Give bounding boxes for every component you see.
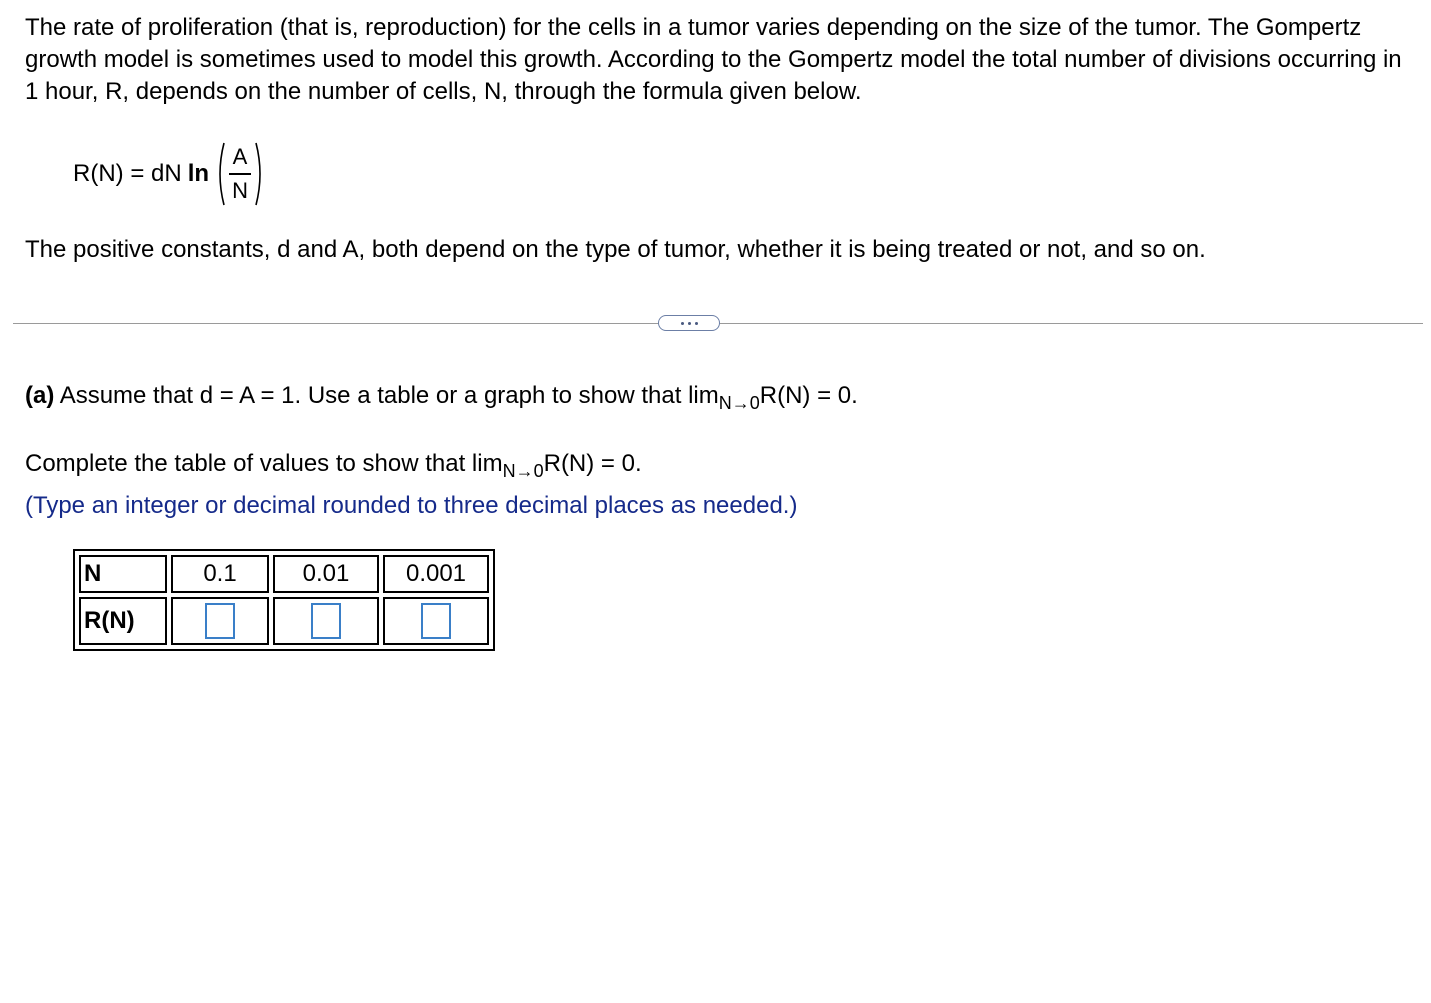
- answer-cell: [171, 597, 269, 645]
- formula-lhs: R(N) = dN: [73, 160, 182, 187]
- formula-fraction: [225, 144, 255, 204]
- row-header-n: N: [79, 555, 167, 593]
- answer-cell: [273, 597, 379, 645]
- part-a-question: [25, 380, 858, 413]
- part-a-text: Assume that d = A = 1. Use a table or a graph to show that lim: [59, 382, 719, 409]
- table-instruction: [25, 448, 642, 481]
- table-row: [79, 597, 489, 645]
- right-paren: [255, 141, 265, 207]
- fraction-bar: [229, 173, 251, 175]
- left-paren: [215, 141, 225, 207]
- fraction-denominator: N: [232, 177, 248, 203]
- rounding-hint: (Type an integer or decimal rounded to three decimal places as needed.): [25, 492, 798, 519]
- table-row: [79, 555, 489, 593]
- expand-more-button[interactable]: [658, 315, 720, 331]
- formula-fraction-group: [215, 141, 265, 207]
- n-value-cell: 0.001: [383, 555, 489, 593]
- answer-cell: [383, 597, 489, 645]
- formula-ln: ln: [187, 160, 210, 187]
- problem-intro: The rate of proliferation (that is, reproduction) for the cells in a tumor varies depending on the size of the tumor. The Gompertz growth model is sometimes used to model this growth. According to the Gompertz model the total number of divisions occurring in 1 hour, R, depends on the number of cells, N, through the formula given below.: [25, 14, 1402, 105]
- values-table: [73, 549, 495, 651]
- instruction-text: Complete the table of values to show that lim: [25, 450, 503, 477]
- gompertz-formula: [73, 138, 265, 210]
- limit-subscript: N→0: [718, 393, 760, 413]
- ellipsis-dot-icon: [695, 322, 698, 325]
- n-value-cell: 0.1: [171, 555, 269, 593]
- part-a-text-end: R(N) = 0.: [759, 382, 858, 409]
- fraction-numerator: A: [232, 144, 248, 170]
- n-value-cell: 0.01: [273, 555, 379, 593]
- answer-input-3[interactable]: [421, 603, 451, 639]
- answer-input-2[interactable]: [311, 603, 341, 639]
- instruction-text-end: R(N) = 0.: [543, 450, 642, 477]
- answer-input-1[interactable]: [205, 603, 235, 639]
- constants-text: The positive constants, d and A, both depend on the type of tumor, whether it is being treated or not, and so on.: [25, 236, 1206, 263]
- ellipsis-dot-icon: [688, 322, 691, 325]
- row-header-rn: R(N): [79, 597, 167, 645]
- limit-subscript: N→0: [502, 461, 544, 481]
- part-a-label: (a): [25, 382, 55, 409]
- ellipsis-dot-icon: [681, 322, 684, 325]
